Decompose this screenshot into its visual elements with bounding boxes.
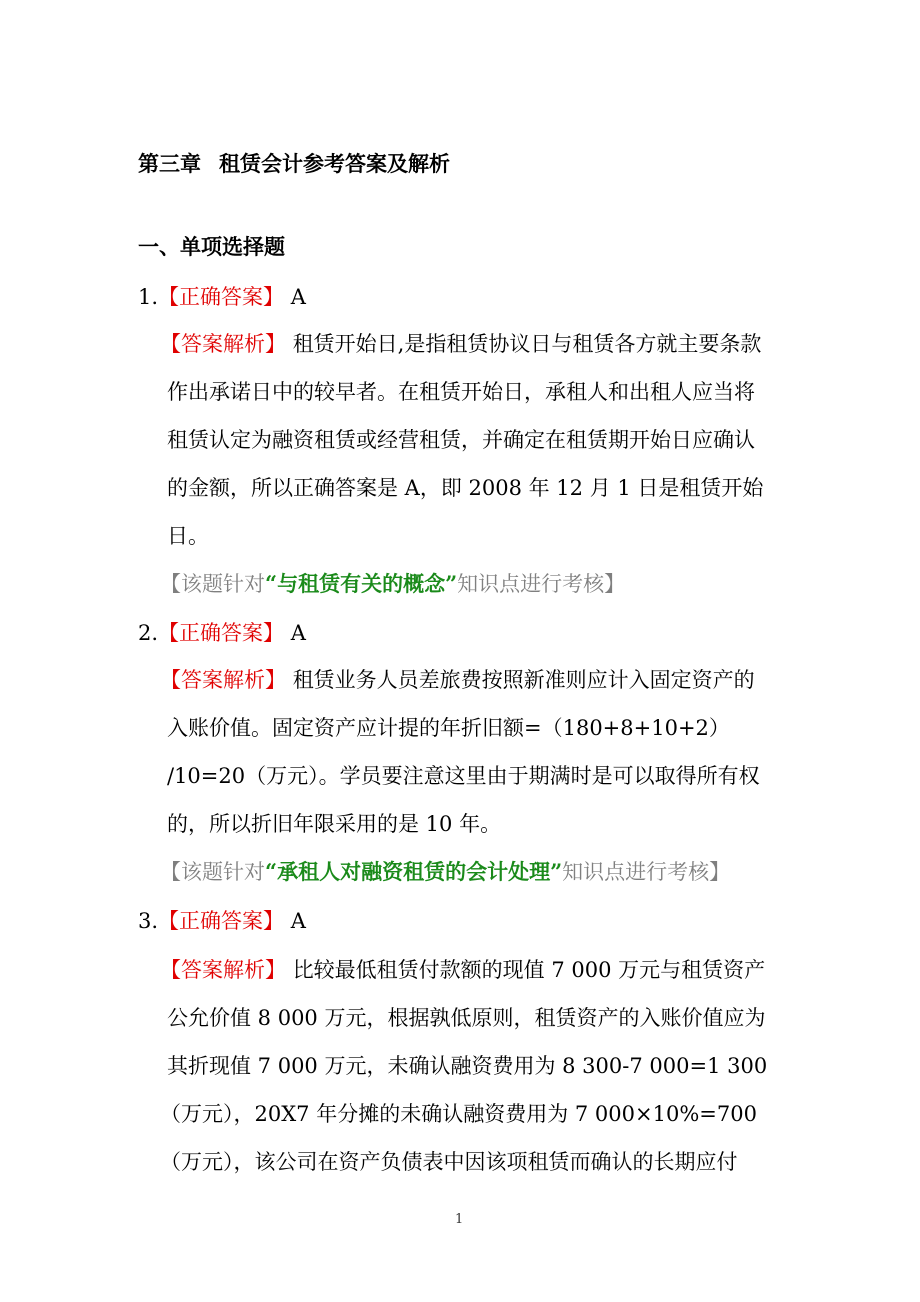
q1-text-line: 的金额，所以正确答案是 A，即 2008 年 12 月 1 日是租赁开始: [167, 476, 764, 500]
q2-correct-label: 【正确答案】: [158, 621, 285, 645]
q1-note-topic: “与租赁有关的概念”: [265, 571, 458, 596]
q1-answer: A: [290, 285, 306, 309]
q2-text-line: /10=20（万元）。学员要注意这里由于期满时是可以取得所有权: [167, 764, 760, 788]
q1-text-line: 租赁认定为融资租赁或经营租赁，并确定在租赁期开始日应确认: [167, 428, 755, 452]
q1-text-line: 作出承诺日中的较早者。在租赁开始日，承租人和出租人应当将: [167, 380, 755, 404]
q1-note-prefix: 【该题针对: [160, 572, 265, 596]
q2-note-suffix: 知识点进行考核】: [562, 860, 731, 884]
q2-topic-note: [160, 858, 730, 886]
q2-answer: A: [290, 621, 306, 645]
q1-analysis-label: 【答案解析】: [160, 332, 286, 356]
q1-topic-note: [160, 570, 625, 598]
q1-number: 1.: [138, 285, 159, 309]
q1-analysis-text: 租赁开始日,是指租赁协议日与租赁各方就主要条款: [292, 332, 762, 356]
q2-analysis-line: [160, 666, 755, 694]
q3-analysis-line: [160, 956, 765, 984]
q1-note-suffix: 知识点进行考核】: [457, 572, 626, 596]
section-heading: 一、单项选择题: [138, 234, 285, 259]
q2-note-prefix: 【该题针对: [160, 860, 265, 884]
q2-answer-line: [138, 619, 306, 647]
q3-analysis-label: 【答案解析】: [160, 958, 286, 982]
q2-number: 2.: [138, 621, 159, 645]
q3-text-line: （万元），20X7 年分摊的未确认融资费用为 7 000×10%=700: [160, 1102, 757, 1126]
page-number: 1: [455, 1212, 464, 1227]
q3-text-line: （万元），该公司在资产负债表中因该项租赁而确认的长期应付: [160, 1150, 738, 1174]
chapter-name: 租赁会计参考答案及解析: [219, 151, 450, 176]
q1-text-line: 日。: [167, 524, 209, 548]
q3-number: 3.: [138, 909, 159, 933]
chapter-number: 第三章: [138, 151, 201, 176]
q1-analysis-line: [160, 330, 761, 358]
q3-correct-label: 【正确答案】: [158, 909, 285, 933]
q3-text-line: 公允价值 8 000 万元，根据孰低原则，租赁资产的入账价值应为: [167, 1006, 766, 1030]
q2-analysis-text: 租赁业务人员差旅费按照新准则应计入固定资产的: [292, 668, 755, 692]
q1-answer-line: [138, 283, 306, 311]
q2-note-topic: “承租人对融资租赁的会计处理”: [265, 859, 563, 884]
q3-answer: A: [290, 909, 306, 933]
q3-answer-line: [138, 907, 306, 935]
q2-text-line: 的，所以折旧年限采用的是 10 年。: [167, 812, 502, 836]
q2-analysis-label: 【答案解析】: [160, 668, 286, 692]
chapter-title: [138, 150, 450, 178]
q1-correct-label: 【正确答案】: [158, 285, 285, 309]
q3-analysis-text: 比较最低租赁付款额的现值 7 000 万元与租赁资产: [292, 958, 766, 982]
q2-text-line: 入账价值。固定资产应计提的年折旧额=（180+8+10+2）: [167, 716, 730, 740]
q3-text-line: 其折现值 7 000 万元，未确认融资费用为 8 300-7 000=1 300: [167, 1054, 768, 1078]
